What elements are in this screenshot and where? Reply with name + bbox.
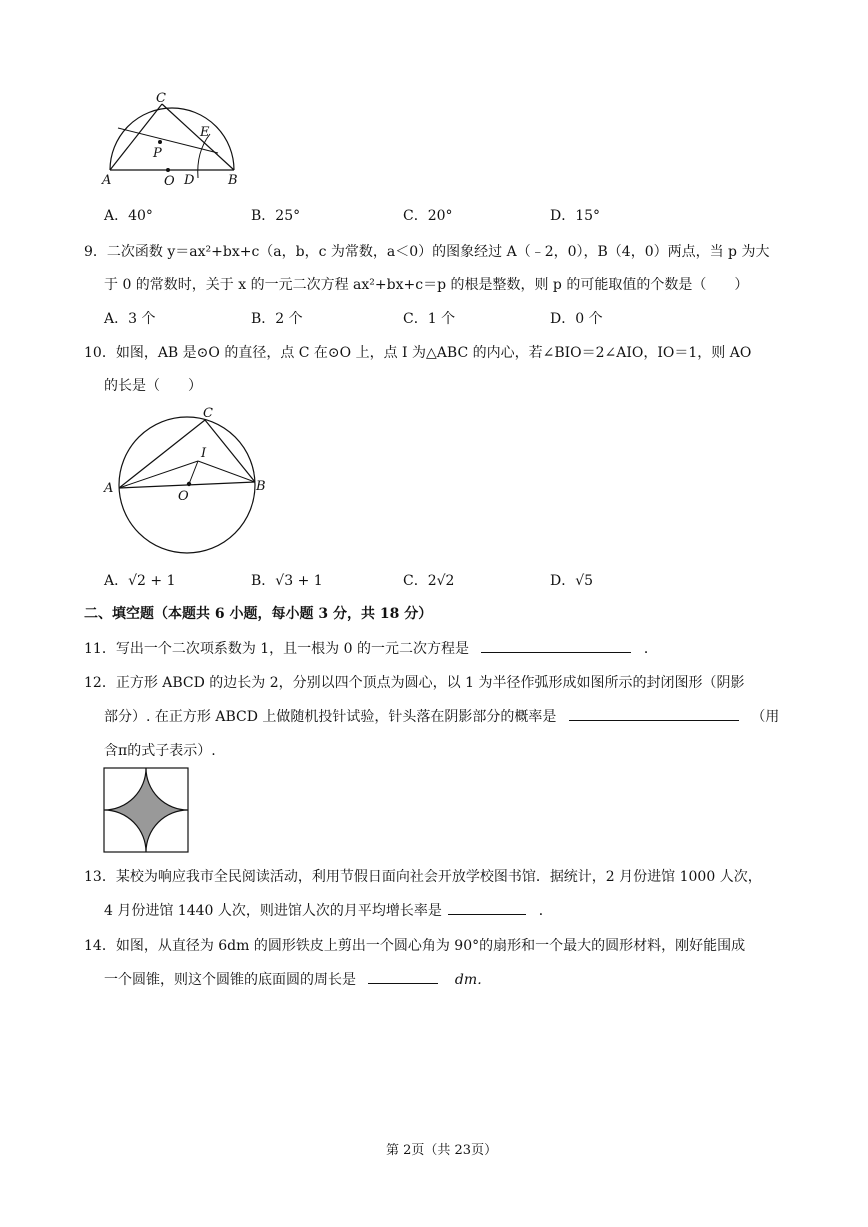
q8-label-D: D	[184, 173, 195, 188]
q8-label-A: A	[102, 173, 112, 188]
q12-line1: 12．正方形 ABCD 的边长为 2，分别以四个顶点为圆心，以 1 为半径作弧形成如图所示的封闭图形（阴影	[84, 675, 745, 691]
q14-unit: dm．	[454, 972, 492, 988]
q8-option-a: A．40°	[104, 208, 153, 224]
q10-option-a: A．√2 + 1	[104, 573, 176, 589]
q12-line3: 含π的式子表示）.	[104, 743, 216, 759]
q9-line2: 于 0 的常数时，关于 x 的一元二次方程 ax²+bx+c＝p 的根是整数，则 p 的可能取值的个数是（ ）	[104, 277, 749, 293]
q10-label-C: C	[203, 406, 213, 421]
q13-line2	[104, 900, 553, 920]
q9-option-d: D．0 个	[550, 311, 603, 327]
q9-option-a: A．3 个	[104, 311, 156, 327]
q8-label-C: C	[156, 91, 166, 106]
q9-option-c: C．1 个	[403, 311, 456, 327]
q8-label-B: B	[228, 173, 238, 188]
q11-text: 11．写出一个二次项系数为 1，且一根为 0 的一元二次方程是	[84, 641, 469, 657]
q10-line2: 的长是（ ）	[104, 378, 202, 394]
q8-option-b: B．25°	[251, 208, 301, 224]
q8-option-d: D．15°	[550, 208, 601, 224]
q12-answer-blank[interactable]	[569, 706, 739, 721]
q12-line2-text: 部分）. 在正方形 ABCD 上做随机投针试验，针头落在阴影部分的概率是	[104, 709, 557, 725]
q9-option-b: B．2 个	[251, 311, 303, 327]
q10-option-d: D．√5	[550, 573, 594, 589]
q13-line2-text: 4 月份进馆 1440 人次，则进馆人次的月平均增长率是	[104, 903, 442, 919]
q13-answer-blank[interactable]	[448, 900, 526, 915]
q14-line2	[104, 969, 491, 989]
q8-label-E: E	[200, 125, 210, 140]
q12-line2-tail: （用	[751, 709, 780, 725]
page-footer: 第 2页（共 23页）	[386, 1143, 498, 1158]
q13-line1: 13．某校为响应我市全民阅读活动，利用节假日面向社会开放学校图书馆．据统计，2 月份进馆 1000 人次，	[84, 869, 762, 885]
section-title-fill-in: 二、填空题（本题共 6 小题，每小题 3 分，共 18 分）	[84, 606, 433, 622]
q9-line1: 9．二次函数 y＝ax²+bx+c（a，b，c 为常数，a＜0）的图象经过 A（﹣2，0），B（4，0）两点，当 p 为大	[84, 244, 770, 260]
q10-label-O: O	[178, 489, 189, 504]
q11-answer-blank[interactable]	[481, 638, 631, 653]
q12-line2	[104, 706, 779, 726]
q10-line1: 10．如图，AB 是⊙O 的直径，点 C 在⊙O 上，点 I 为△ABC 的内心，若∠BIO＝2∠AIO，IO＝1，则 AO	[84, 345, 752, 361]
q14-answer-blank[interactable]	[368, 969, 438, 984]
q10-label-A: A	[104, 481, 114, 496]
q13-tail: ．	[538, 903, 553, 919]
q10-label-B: B	[256, 479, 266, 494]
q10-figure	[100, 400, 270, 560]
q10-option-b: B．√3 + 1	[251, 573, 323, 589]
q11-tail: ．	[643, 641, 658, 657]
q8-figure	[100, 90, 250, 190]
q12-figure	[103, 767, 189, 853]
q14-line2-text: 一个圆锥，则这个圆锥的底面圆的周长是	[104, 972, 356, 988]
q10-option-c: C．2√2	[403, 573, 455, 589]
q10-label-I: I	[201, 446, 207, 461]
q14-line1: 14．如图，从直径为 6dm 的圆形铁皮上剪出一个圆心角为 90°的扇形和一个最大的圆形材料，刚好能围成	[84, 938, 746, 954]
q11-line	[84, 638, 658, 658]
q8-option-c: C．20°	[403, 208, 453, 224]
q8-label-O: O	[164, 174, 175, 189]
q8-label-P: P	[153, 146, 162, 161]
